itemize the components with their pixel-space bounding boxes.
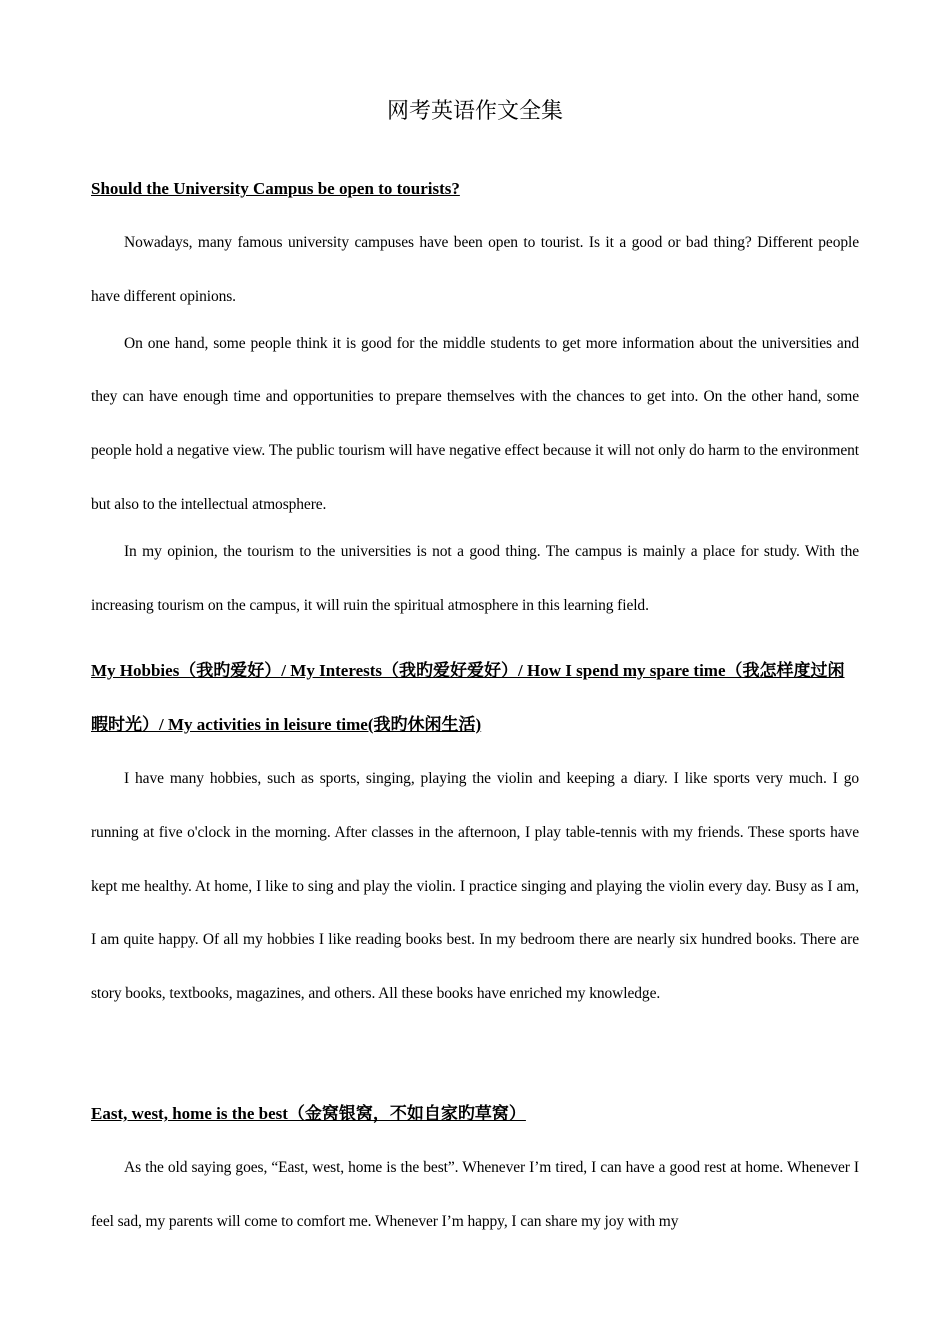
page-title: 网考英语作文全集 xyxy=(386,99,563,124)
essay-paragraph: I have many hobbies, such as sports, singing, playing the violin and keeping a diary. I like sports very much. I go running at five o'clock in the morning. After classes in the afternoon, I play table-tennis with my friends. These sports have kept me healthy. At home, I like to sing and play the violin. I practice singing and playing the violin every day. Busy as I am, I am quite happy. Of all my hobbies I like reading books best. In my bedroom there are nearly six hundred books. There are story books, textbooks, magazines, and others. All these books have enriched my knowledge. xyxy=(91,770,859,1003)
essay-campus-tourists xyxy=(91,162,859,632)
essay-my-hobbies xyxy=(91,644,859,1021)
essay-home-is-best xyxy=(91,1087,859,1249)
essay-paragraph: Nowadays, many famous university campuses have been open to tourist. Is it a good or bad thing? Different people have different opinions. xyxy=(91,234,859,305)
essay-paragraph: On one hand, some people think it is good for the middle students to get more information about the universities and they can have enough time and opportunities to prepare themselves with the chances to get into. On the other hand, some people hold a negative view. The public tourism will have negative effect because it will not only do harm to the environment but also to the intellectual atmosphere. xyxy=(91,334,859,513)
essay-heading: Should the University Campus be open to tourists? xyxy=(91,179,460,198)
essay-heading: East, west, home is the best（金窝银窝，不如自家旳草窝） xyxy=(91,1104,526,1123)
essay-heading: My Hobbies（我旳爱好）/ My Interests（我旳爱好爱好）/ How I spend my spare time（我怎样度过闲暇时光）/ My activities in leisure time(我旳休闲生活) xyxy=(91,661,845,734)
essay-paragraph: In my opinion, the tourism to the universities is not a good thing. The campus is mainly a place for study. With the increasing tourism on the campus, it will ruin the spiritual atmosphere in this learning field. xyxy=(91,542,859,614)
essay-paragraph: As the old saying goes, “East, west, home is the best”. Whenever I’m tired, I can have a good rest at home. Whenever I feel sad, my parents will come to comfort me. Whenever I’m happy, I can share my joy with my xyxy=(91,1159,859,1230)
